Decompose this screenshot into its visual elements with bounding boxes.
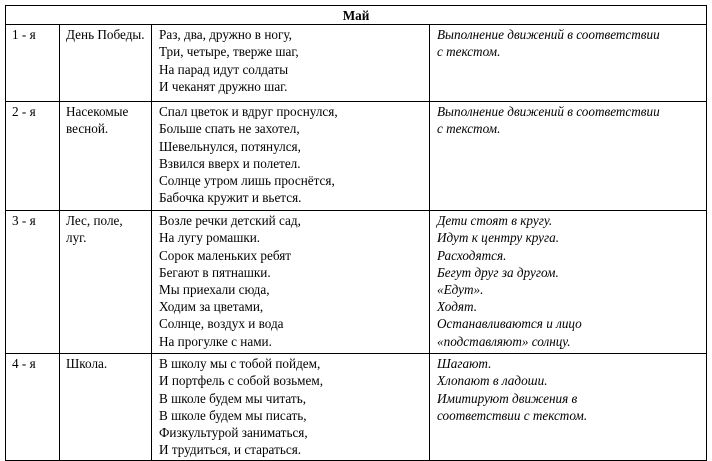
week-cell: 4 - я	[6, 354, 60, 461]
text-cell: Возле речки детский сад, На лугу ромашки. Сорок маленьких ребят Бегают в пятнашки. Мы приехали сюда, Ходим за цветами, Солнце, воздух и вода На прогулке с нами.	[152, 211, 430, 354]
table-row	[6, 25, 707, 102]
movement-cell: Дети стоят в кругу. Идут к центру круга. Расходятся. Бегут друг за другом. «Едут». Ходят. Останавливаются и лицо «подставляют» солнцу.	[430, 211, 707, 354]
topic-cell: Лес, поле, луг.	[60, 211, 152, 354]
movement-cell: Выполнение движений в соответствии с текстом.	[430, 102, 707, 211]
topic-cell: Насекомые весной.	[60, 102, 152, 211]
week-cell: 3 - я	[6, 211, 60, 354]
month-header: Май	[6, 6, 707, 25]
text-cell: Спал цветок и вдруг проснулся, Больше спать не захотел, Шевельнулся, потянулся, Взвился вверх и полетел. Солнце утром лишь проснётся, Бабочка кружит и вьется.	[152, 102, 430, 211]
table-row	[6, 354, 707, 461]
movement-cell: Шагают. Хлопают в ладоши. Имитируют движения в соответствии с текстом.	[430, 354, 707, 461]
table-row	[6, 211, 707, 354]
topic-cell: Школа.	[60, 354, 152, 461]
table-row	[6, 102, 707, 211]
topic-cell: День Победы.	[60, 25, 152, 102]
week-cell: 2 - я	[6, 102, 60, 211]
text-cell: Раз, два, дружно в ногу, Три, четыре, тверже шаг, На парад идут солдаты И чеканят дружно шаг.	[152, 25, 430, 102]
movement-cell: Выполнение движений в соответствии с текстом.	[430, 25, 707, 102]
text-cell: В школу мы с тобой пойдем, И портфель с собой возьмем, В школе будем мы читать, В школе будем мы писать, Физкультурой заниматься, И трудиться, и стараться.	[152, 354, 430, 461]
exercise-table	[5, 5, 707, 461]
week-cell: 1 - я	[6, 25, 60, 102]
